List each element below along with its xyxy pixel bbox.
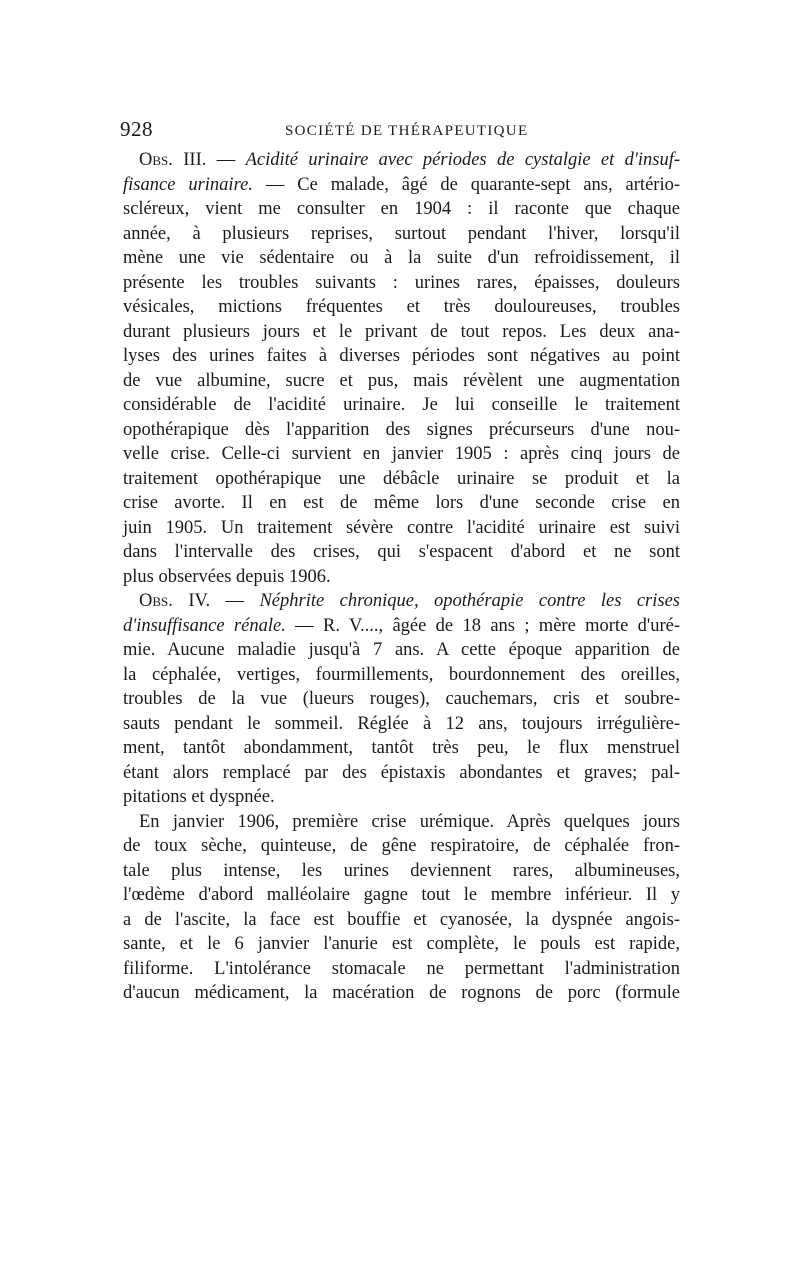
obs4-p2-line: sante, et le 6 janvier l'anurie est complète, le pouls est rapide, — [123, 934, 680, 954]
obs3-dash: — — [206, 150, 246, 170]
obs3-line: opothérapique dès l'apparition des signes précurseurs d'une nou- — [123, 419, 680, 440]
obs3-line: vésicales, mictions fréquentes et très douloureuses, troubles — [123, 297, 680, 317]
obs3-line: considérable de l'acidité urinaire. Je lui conseille le traitement — [123, 395, 680, 415]
obs4-line: ment, tantôt abondamment, tantôt très peu, le flux menstruel — [123, 738, 680, 758]
obs4-dash: — — [210, 591, 260, 611]
obs3-line: présente les troubles suivants : urines rares, épaisses, douleurs — [123, 272, 680, 293]
obs3-line: velle crise. Celle-ci survient en janvier 1905 : après cinq jours de — [123, 444, 680, 464]
obs3-label: Obs. III. — [139, 150, 207, 170]
obs3-line: lyses des urines faites à diverses périodes sont négatives au point — [123, 346, 680, 366]
obs4-p2-line: filiforme. L'intolérance stomacale ne permettant l'administration — [123, 958, 680, 979]
obs4-title-part1: Néphrite chronique, opothérapie contre les crises — [259, 591, 681, 611]
obs4-p2-line: En janvier 1906, première crise urémique. Après quelques jours — [139, 811, 680, 832]
obs3-line-2 — [123, 173, 680, 198]
obs4-line: sauts pendant le sommeil. Réglée à 12 ans, toujours irrégulière- — [123, 713, 680, 734]
obs4-p2-line: tale plus intense, les urines deviennent rares, albumineuses, — [123, 860, 680, 881]
obs3-title-part1: Acidité urinaire avec périodes de cystalgie et d'insuf- — [245, 150, 680, 170]
obs4-line: mie. Aucune maladie jusqu'à 7 ans. A cette époque apparition de — [123, 640, 680, 660]
obs4-p2-line: l'œdème d'abord malléolaire gagne tout le membre inférieur. Il y — [123, 885, 680, 905]
obs3-heading-line — [123, 148, 680, 173]
obs3-title-part2: fisance urinaire. — [123, 174, 253, 195]
obs3-line: crise avorte. Il en est de même lors d'une seconde crise en — [123, 493, 680, 513]
obs3-line: année, à plusieurs reprises, surtout pendant l'hiver, lorsqu'il — [123, 223, 680, 244]
obs3-line: traitement opothérapique une débâcle urinaire se produit et la — [123, 468, 680, 489]
body-text — [123, 148, 680, 1006]
obs4-p2-line: de toux sèche, quinteuse, de gêne respiratoire, de céphalée fron- — [123, 836, 680, 856]
obs4-line: la céphalée, vertiges, fourmillements, bourdonnement des oreilles, — [123, 664, 680, 685]
obs4-label: Obs. IV. — [139, 591, 211, 611]
obs4-line-2-text: — R. V...., âgée de 18 ans ; mère morte d'uré- — [285, 615, 680, 636]
obs4-p2-line: d'aucun médicament, la macération de rognons de porc (formule — [123, 983, 680, 1003]
obs4-line-2 — [123, 614, 680, 639]
obs3-line-last: plus observées depuis 1906. — [123, 566, 331, 587]
obs3-line: dans l'intervalle des crises, qui s'espacent d'abord et ne sont — [123, 542, 680, 562]
obs3-line: mène une vie sédentaire ou à la suite d'un refroidissement, il — [123, 248, 680, 268]
page-number: 928 — [120, 117, 153, 141]
obs4-line: troubles de la vue (lueurs rouges), cauchemars, cris et soubre- — [123, 689, 680, 709]
obs3-line: de vue albumine, sucre et pus, mais révèlent une augmentation — [123, 370, 680, 391]
obs4-heading-line — [123, 589, 680, 614]
obs3-line: scléreux, vient me consulter en 1904 : il raconte que chaque — [123, 199, 680, 219]
obs4-line-last: pitations et dyspnée. — [123, 787, 275, 807]
running-title: SOCIÉTÉ DE THÉRAPEUTIQUE — [285, 123, 529, 139]
obs4-title-part2: d'insuffisance rénale. — [123, 615, 286, 636]
obs3-line-2-text: — Ce malade, âgé de quarante-sept ans, artério- — [252, 174, 680, 195]
obs4-line: étant alors remplacé par des épistaxis abondantes et graves; pal- — [123, 762, 680, 783]
obs4-p2-line: a de l'ascite, la face est bouffie et cyanosée, la dyspnée angois- — [123, 909, 680, 930]
obs3-line: durant plusieurs jours et le privant de tout repos. Les deux ana- — [123, 321, 680, 342]
obs3-line: juin 1905. Un traitement sévère contre l'acidité urinaire est suivi — [123, 517, 680, 538]
